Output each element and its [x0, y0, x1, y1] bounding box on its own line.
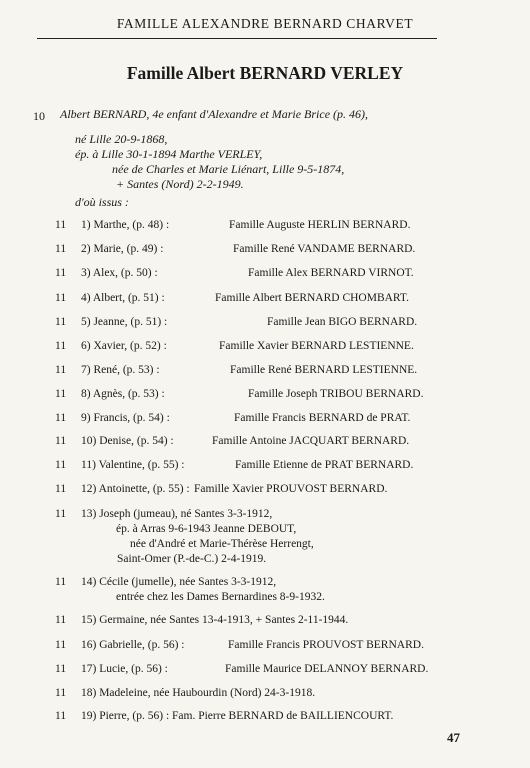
generation-number: 11	[55, 663, 67, 675]
generation-number: 11	[55, 243, 67, 255]
generation-number: 11	[55, 687, 67, 699]
family-reference: Famille Etienne de PRAT BERNARD.	[235, 459, 414, 471]
child-entry: 19) Pierre, (p. 56) : Fam. Pierre BERNARD de BAILLIENCOURT.	[81, 710, 394, 722]
generation-number: 11	[55, 508, 67, 520]
generation-number: 11	[55, 459, 67, 471]
entry-continuation: entrée chez les Dames Bernardines 8-9-1932.	[116, 591, 325, 603]
family-reference: Famille Albert BERNARD CHOMBART.	[215, 292, 409, 304]
page-title: Famille Albert BERNARD VERLEY	[126, 63, 404, 83]
family-reference: Famille Antoine JACQUART BERNARD.	[212, 435, 410, 447]
child-entry: 11) Valentine, (p. 55) :	[81, 459, 185, 471]
generation-number: 11	[55, 316, 67, 328]
generation-number: 11	[55, 219, 67, 231]
child-entry: 6) Xavier, (p. 52) :	[81, 340, 167, 352]
child-entry: 14) Cécile (jumelle), née Santes 3-3-1912,	[81, 576, 277, 588]
child-entry: 15) Germaine, née Santes 13-4-1913, + Santes 2-11-1944.	[81, 614, 349, 626]
family-reference: Famille Jean BIGO BERNARD.	[267, 316, 418, 328]
intro-line-5: + Santes (Nord) 2-2-1949.	[116, 177, 244, 191]
generation-number: 11	[55, 639, 67, 651]
intro-line-2: né Lille 20-9-1868,	[75, 132, 168, 146]
child-entry: 8) Agnès, (p. 53) :	[81, 388, 165, 400]
family-reference: Famille Xavier PROUVOST BERNARD.	[194, 483, 388, 495]
generation-number: 11	[55, 483, 67, 495]
generation-number: 11	[55, 576, 67, 588]
child-entry: 5) Jeanne, (p. 51) :	[81, 316, 168, 328]
entry-continuation: née d'André et Marie-Thérèse Herrengt,	[130, 538, 314, 550]
generation-number: 11	[55, 412, 67, 424]
child-entry: 12) Antoinette, (p. 55) :	[81, 483, 190, 495]
generation-number: 11	[55, 710, 67, 722]
generation-number: 11	[55, 614, 67, 626]
child-entry: 18) Madeleine, née Haubourdin (Nord) 24-3-1918.	[81, 687, 316, 699]
intro-line-4: née de Charles et Marie Liénart, Lille 9-5-1874,	[112, 162, 345, 176]
generation-number: 11	[55, 388, 67, 400]
generation-number: 11	[55, 267, 67, 279]
child-entry: 4) Albert, (p. 51) :	[81, 292, 165, 304]
page-number: 47	[447, 730, 460, 745]
family-reference: Famille Joseph TRIBOU BERNARD.	[248, 388, 424, 400]
intro-line-6: d'où issus :	[75, 195, 129, 209]
generation-number: 11	[55, 340, 67, 352]
family-reference: Famille Auguste HERLIN BERNARD.	[229, 219, 411, 231]
family-reference: Famille Xavier BERNARD LESTIENNE.	[219, 340, 414, 352]
intro-line-1: Albert BERNARD, 4e enfant d'Alexandre et Marie Brice (p. 46),	[60, 107, 369, 121]
family-reference: Famille Maurice DELANNOY BERNARD.	[225, 663, 429, 675]
child-entry: 13) Joseph (jumeau), né Santes 3-3-1912,	[81, 508, 273, 520]
family-reference: Famille Francis BERNARD de PRAT.	[234, 412, 411, 424]
child-entry: 16) Gabrielle, (p. 56) :	[81, 639, 185, 651]
family-reference: Famille Francis PROUVOST BERNARD.	[228, 639, 424, 651]
intro-number: 10	[33, 109, 45, 123]
child-entry: 1) Marthe, (p. 48) :	[81, 219, 170, 231]
entry-continuation: Saint-Omer (P.-de-C.) 2-4-1919.	[117, 553, 267, 565]
generation-number: 11	[55, 292, 67, 304]
generation-number: 11	[55, 435, 67, 447]
family-reference: Famille René VANDAME BERNARD.	[233, 243, 416, 255]
child-entry: 9) Francis, (p. 54) :	[81, 412, 170, 424]
child-entry: 17) Lucie, (p. 56) :	[81, 663, 168, 675]
entry-continuation: ép. à Arras 9-6-1943 Jeanne DEBOUT,	[116, 523, 297, 535]
family-reference: Famille René BERNARD LESTIENNE.	[230, 364, 418, 376]
child-entry: 7) René, (p. 53) :	[81, 364, 160, 376]
header-rule	[37, 38, 437, 39]
running-header: FAMILLE ALEXANDRE BERNARD CHARVET	[116, 16, 414, 31]
family-reference: Famille Alex BERNARD VIRNOT.	[248, 267, 414, 279]
intro-line-3: ép. à Lille 30-1-1894 Marthe VERLEY,	[75, 147, 263, 161]
child-entry: 2) Marie, (p. 49) :	[81, 243, 164, 255]
child-entry: 10) Denise, (p. 54) :	[81, 435, 174, 447]
child-entry: 3) Alex, (p. 50) :	[81, 267, 158, 279]
generation-number: 11	[55, 364, 67, 376]
